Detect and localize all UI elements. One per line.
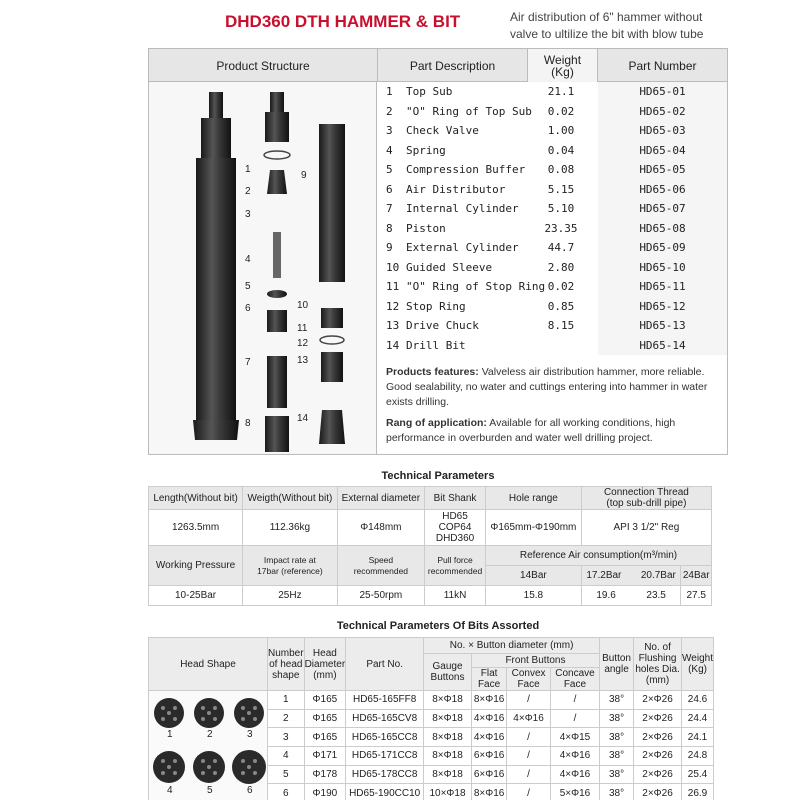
th-button-diameter: No. × Button diameter (mm) [424, 638, 600, 654]
bit-concave: / [550, 709, 599, 728]
part-row [378, 121, 727, 141]
bit-convex: / [507, 728, 551, 747]
bit-flat: 8×Φ16 [471, 784, 506, 800]
th-length: Length(Without bit) [149, 487, 243, 510]
exploded-parts-right [319, 124, 345, 444]
part-row [378, 141, 727, 161]
th-head-shape: Head Shape [149, 638, 268, 691]
bit-weight: 24.1 [682, 728, 714, 747]
th-pressure-17 [581, 566, 681, 586]
part-weight: 5.10 [547, 202, 575, 215]
part-description: Top Sub [406, 85, 453, 98]
diagram-label-2: 2 [245, 186, 251, 197]
val-air-24: 27.5 [681, 586, 712, 606]
th-pressure-20-val: 20.7Bar [640, 570, 676, 581]
th-connection-thread-line2: (top sub-drill pipe) [606, 498, 687, 509]
bit-angle: 38° [600, 746, 634, 765]
bit-concave: 5×Φ16 [550, 784, 599, 800]
bit-concave: / [550, 691, 599, 710]
bit-weight: 26.9 [682, 784, 714, 800]
th-convex-face: Convex Face [507, 668, 551, 691]
diagram-label-1: 1 [245, 164, 251, 175]
bit-weight: 24.6 [682, 691, 714, 710]
part-description: Drill Bit [406, 338, 466, 352]
bits-params-title: Technical Parameters Of Bits Assorted [336, 620, 540, 632]
th-connection-thread-line1: Connection Thread [603, 487, 689, 498]
part-description: Air Distributor [406, 182, 506, 196]
bit-weight: 25.4 [682, 765, 714, 784]
val-impact-rate: 25Hz [243, 586, 338, 606]
bit-n: 6 [268, 784, 305, 800]
bit-concave: 4×Φ15 [550, 728, 599, 747]
bit-diameter: Φ165 [304, 691, 346, 710]
part-number-index: 2 [386, 104, 393, 118]
diagram-label-14: 14 [297, 413, 309, 424]
parts-table [148, 48, 728, 455]
header-weight [527, 49, 597, 82]
diagram-label-6: 6 [245, 303, 251, 314]
th-weight: Weight (Kg) [682, 638, 714, 691]
part-code: HD65-13 [598, 316, 727, 336]
header-product-structure: Product Structure [216, 58, 310, 73]
part-weight: 0.85 [547, 299, 575, 313]
diagram-label-5: 5 [245, 281, 251, 292]
th-speed [337, 546, 424, 586]
part-code: HD65-14 [598, 336, 727, 356]
header-weight-line1: Weight [543, 52, 582, 67]
part-number-index: 14 [386, 338, 400, 352]
bit-shape-label-5: 5 [207, 785, 213, 796]
val-air-17: 19.6 [596, 590, 616, 601]
part-row [378, 316, 727, 336]
bit-weight: 24.4 [682, 709, 714, 728]
bit-part-no: HD65-165FF8 [346, 691, 424, 710]
part-number-index: 12 [386, 299, 400, 313]
bit-gauge: 8×Φ18 [424, 728, 472, 747]
bit-flat: 4×Φ16 [471, 728, 506, 747]
bit-angle: 38° [600, 709, 634, 728]
bit-n: 5 [268, 765, 305, 784]
bit-flat: 6×Φ16 [471, 746, 506, 765]
val-air-14: 15.8 [486, 586, 582, 606]
bit-n: 4 [268, 746, 305, 765]
th-pressure-24: 24Bar [681, 566, 712, 586]
th-hole-range: Hole range [486, 487, 582, 510]
part-number-index: 10 [386, 260, 400, 274]
part-code: HD65-07 [598, 199, 727, 219]
part-code: HD65-06 [598, 180, 727, 200]
bit-angle: 38° [600, 728, 634, 747]
bit-n: 2 [268, 709, 305, 728]
bit-diameter: Φ178 [304, 765, 346, 784]
bit-shape-label-2: 2 [207, 729, 213, 740]
part-weight: 8.15 [547, 319, 575, 332]
part-row [378, 336, 727, 356]
part-weight: 0.02 [547, 280, 575, 293]
part-description: Spring [406, 143, 446, 157]
th-head-diameter: Head Diameter (mm) [304, 638, 346, 691]
bit-flat: 8×Φ16 [471, 691, 506, 710]
bit-concave: 4×Φ16 [550, 765, 599, 784]
part-code: HD65-08 [598, 219, 727, 239]
part-code: HD65-12 [598, 297, 727, 317]
bit-shape-label-1: 1 [167, 729, 173, 740]
bit-n: 3 [268, 728, 305, 747]
tech-params-table [148, 486, 712, 606]
bit-diameter: Φ165 [304, 728, 346, 747]
bit-part-no: HD65-178CC8 [346, 765, 424, 784]
bit-row [149, 691, 714, 710]
bit-flat: 4×Φ16 [471, 709, 506, 728]
bit-convex: / [507, 746, 551, 765]
part-number-index: 13 [386, 319, 400, 332]
diagram-label-8: 8 [245, 418, 251, 429]
hammer-exploded-diagram [149, 82, 377, 454]
part-row [378, 180, 727, 200]
part-weight: 0.08 [547, 163, 575, 176]
th-bit-shank: Bit Shank [425, 487, 486, 510]
th-button-angle: Button angle [600, 638, 634, 691]
part-row [378, 102, 727, 122]
product-structure-diagram [149, 82, 377, 454]
val-pull-force: 11kN [425, 586, 486, 606]
part-row [378, 82, 727, 102]
val-bit-shank [425, 510, 486, 546]
th-impact-rate-line1: Impact rate at [263, 554, 316, 565]
bit-convex: / [507, 784, 551, 800]
th-pull-force [425, 546, 486, 586]
diagram-label-10: 10 [297, 300, 309, 311]
bit-flat: 6×Φ16 [471, 765, 506, 784]
bit-flushing: 2×Φ26 [634, 728, 682, 747]
diagram-label-12: 12 [297, 338, 309, 349]
bit-concave: 4×Φ16 [550, 746, 599, 765]
part-weight: 1.00 [547, 124, 575, 137]
val-connection-thread: API 3 1/2" Reg [581, 510, 711, 546]
bit-diameter: Φ171 [304, 746, 346, 765]
th-part-no: Part No. [346, 638, 424, 691]
diagram-label-7: 7 [245, 357, 251, 368]
parts-table-header [149, 49, 727, 82]
part-row [378, 160, 727, 180]
bit-diameter: Φ165 [304, 709, 346, 728]
bit-shape-label-4: 4 [167, 785, 173, 796]
part-description: External Cylinder [406, 241, 519, 254]
part-row [378, 219, 727, 239]
features-text: Valveless air distribution hammer, more reliable. Good sealability, no water and cuttings entering into hammer in water exists drilling. [386, 366, 708, 408]
th-gauge-buttons: Gauge Buttons [424, 654, 472, 691]
part-number-index: 1 [386, 85, 393, 98]
part-code: HD65-10 [598, 258, 727, 278]
part-number-index: 11 [386, 280, 400, 293]
bit-weight: 24.8 [682, 746, 714, 765]
parts-list [378, 82, 727, 355]
features-paragraph [386, 365, 719, 410]
bit-head-shapes [149, 691, 267, 799]
th-weight: Weigth(Without bit) [243, 487, 338, 510]
diagram-label-11: 11 [297, 323, 308, 334]
bit-flushing: 2×Φ26 [634, 709, 682, 728]
bit-angle: 38° [600, 784, 634, 800]
bit-convex: / [507, 691, 551, 710]
diagram-label-4: 4 [245, 254, 251, 265]
part-number-index: 3 [386, 124, 393, 137]
th-front-buttons: Front Buttons [471, 654, 599, 668]
th-flushing-holes: No. of Flushing holes Dia. (mm) [634, 638, 682, 691]
bit-shank-2: COP64 [438, 522, 472, 533]
val-air-20: 23.5 [646, 590, 666, 601]
part-row [378, 258, 727, 278]
bit-shank-3: DHD360 [435, 533, 475, 544]
th-speed-line1: Speed [368, 554, 394, 565]
val-length: 1263.5mm [149, 510, 243, 546]
part-row [378, 199, 727, 219]
part-number-index: 9 [386, 241, 393, 254]
part-description: Internal Cylinder [406, 202, 519, 215]
bit-angle: 38° [600, 765, 634, 784]
diagram-label-3: 3 [245, 209, 251, 220]
head-shape-images [149, 691, 268, 800]
bit-flushing: 2×Φ26 [634, 765, 682, 784]
part-code: HD65-02 [598, 102, 727, 122]
part-number-index: 4 [386, 143, 393, 157]
part-row [378, 238, 727, 258]
bit-gauge: 8×Φ18 [424, 765, 472, 784]
th-number-head-shape: Number of head shape [268, 638, 305, 691]
diagram-label-13: 13 [297, 355, 309, 366]
bit-n: 1 [268, 691, 305, 710]
part-description: Piston [406, 221, 446, 235]
part-code: HD65-04 [598, 141, 727, 161]
application-paragraph [386, 416, 719, 446]
val-air-17-20 [581, 586, 681, 606]
product-features [386, 365, 719, 452]
part-number-index: 7 [386, 202, 393, 215]
part-weight: 44.7 [547, 241, 575, 254]
bit-part-no: HD65-190CC10 [346, 784, 424, 800]
val-working-pressure: 10-25Bar [149, 586, 243, 606]
part-row [378, 297, 727, 317]
tech-params-title: Technical Parameters [381, 470, 495, 482]
part-weight: 21.1 [547, 85, 575, 98]
val-weight: 112.36kg [243, 510, 338, 546]
bit-gauge: 8×Φ18 [424, 746, 472, 765]
part-description: "O" Ring of Stop Ring [406, 280, 546, 293]
part-description: Drive Chuck [406, 319, 479, 332]
th-impact-rate-line2: 17bar (reference) [257, 565, 323, 576]
part-weight: 0.02 [547, 104, 575, 118]
th-air-consumption: Reference Air consumption(m³/min) [486, 546, 712, 566]
part-row [378, 277, 727, 297]
th-pull-force-line1: Pull force [437, 554, 473, 565]
th-external-diameter: External diameter [337, 487, 424, 510]
part-number-index: 5 [386, 163, 393, 176]
part-description: Guided Sleeve [406, 260, 493, 274]
bit-gauge: 10×Φ18 [424, 784, 472, 800]
part-weight: 2.80 [547, 260, 575, 274]
part-code: HD65-01 [598, 82, 727, 102]
diagram-label-9: 9 [301, 170, 307, 181]
part-weight: 5.15 [547, 182, 575, 196]
header-weight-line2: (Kg) [551, 64, 574, 79]
th-concave-face: Concave Face [550, 668, 599, 691]
th-connection-thread [581, 487, 711, 510]
val-hole-range: Φ165mm-Φ190mm [486, 510, 582, 546]
bit-shape-label-6: 6 [247, 785, 253, 796]
part-number-index: 8 [386, 221, 393, 235]
part-description: Compression Buffer [406, 163, 526, 176]
bit-part-no: HD65-171CC8 [346, 746, 424, 765]
application-label: Rang of application: [386, 417, 487, 429]
bit-shape-label-3: 3 [247, 729, 253, 740]
bit-flushing: 2×Φ26 [634, 746, 682, 765]
header-part-number: Part Number [597, 49, 727, 82]
page-subtitle [510, 9, 730, 43]
part-code: HD65-09 [598, 238, 727, 258]
bit-diameter: Φ190 [304, 784, 346, 800]
th-pressure-17-val: 17.2Bar [586, 570, 622, 581]
bit-gauge: 8×Φ18 [424, 691, 472, 710]
th-pressure-14: 14Bar [486, 566, 582, 586]
bit-gauge: 8×Φ18 [424, 709, 472, 728]
th-impact-rate [243, 546, 338, 586]
part-weight: 23.35 [544, 221, 578, 235]
exploded-parts-left [264, 92, 290, 452]
part-code: HD65-05 [598, 160, 727, 180]
part-weight: 0.04 [547, 143, 575, 157]
part-code: HD65-03 [598, 121, 727, 141]
part-code: HD65-11 [598, 277, 727, 297]
application-text: Available for all working conditions, high performance in overburden and water well drilling project. [386, 417, 676, 444]
bit-part-no: HD65-165CC8 [346, 728, 424, 747]
bit-shank-1: HD65 [442, 511, 468, 522]
bit-flushing: 2×Φ26 [634, 784, 682, 800]
bit-convex: 4×Φ16 [507, 709, 551, 728]
val-external-diameter: Φ148mm [337, 510, 424, 546]
header-part-description: Part Description [377, 49, 527, 82]
page-title: DHD360 DTH HAMMER & BIT [225, 12, 461, 31]
val-speed: 25-50rpm [337, 586, 424, 606]
subtitle-line-2: valve to ultilize the bit with blow tube [510, 27, 704, 41]
th-pull-force-line2: recommended [427, 565, 483, 576]
features-label: Products features: [386, 366, 479, 378]
bit-angle: 38° [600, 691, 634, 710]
part-description: Check Valve [406, 124, 479, 137]
bit-part-no: HD65-165CV8 [346, 709, 424, 728]
th-speed-line2: recommended [353, 565, 409, 576]
bit-convex: / [507, 765, 551, 784]
bit-flushing: 2×Φ26 [634, 691, 682, 710]
part-description: Stop Ring [406, 299, 466, 313]
th-working-pressure: Working Pressure [149, 546, 243, 586]
assembled-hammer-image [193, 92, 239, 440]
bits-params-table [148, 637, 714, 800]
subtitle-line-1: Air distribution of 6" hammer without [510, 10, 703, 24]
part-number-index: 6 [386, 182, 393, 196]
th-flat-face: Flat Face [471, 668, 506, 691]
part-description: "O" Ring of Top Sub [406, 104, 532, 118]
